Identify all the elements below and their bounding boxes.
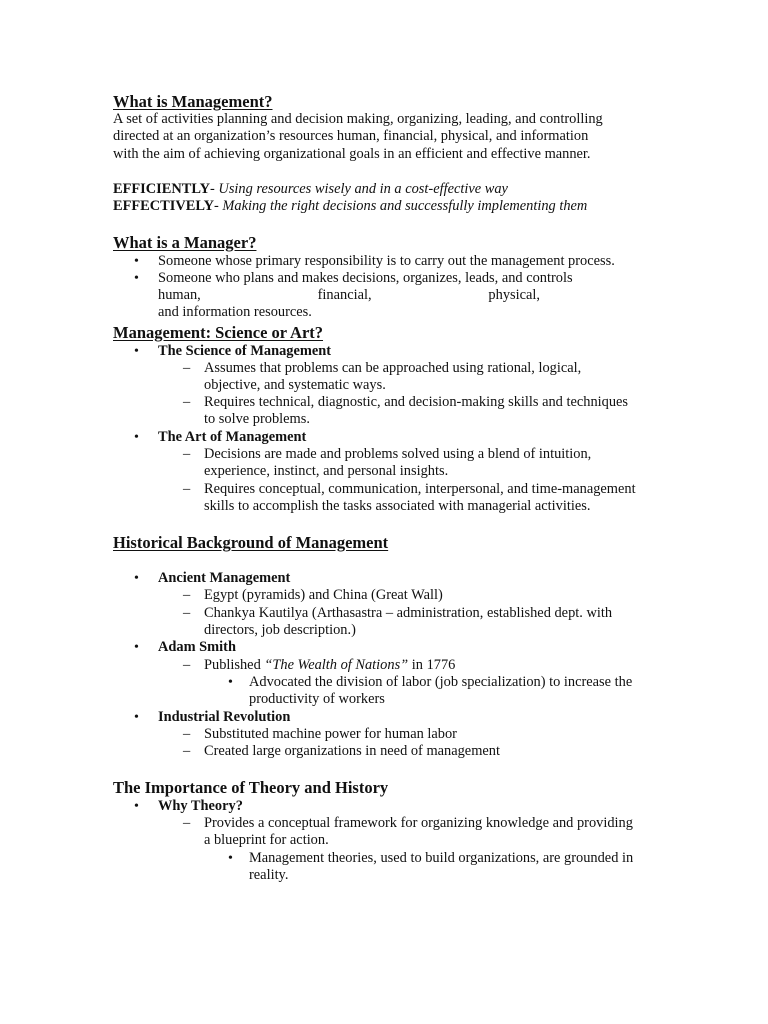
bullet-icon: • (134, 571, 139, 586)
definition-line: A set of activities planning and decision making, organizing, leading, and controlling (113, 111, 603, 127)
dash-icon: – (183, 446, 191, 462)
science-point-1: Assumes that problems can be approached using rational, logical, (204, 360, 582, 376)
science-point-2: Requires technical, diagnostic, and decision-making skills and techniques (204, 394, 629, 410)
art-point-2: Requires conceptual, communication, interpersonal, and time-management (204, 481, 636, 497)
industrial-point-2: Created large organizations in need of management (204, 743, 500, 759)
heading-what-is-management: What is Management? (113, 92, 273, 111)
definition-line: directed at an organization’s resources human, financial, physical, and information (113, 128, 589, 144)
book-title: “The Wealth of Nations” (264, 657, 409, 673)
ancient-point-2: Chankya Kautilya (Arthasastra – administration, established dept. with (204, 605, 613, 621)
published-text: Published (204, 657, 265, 673)
efficiently-definition: - Using resources wisely and in a cost-effective way (210, 181, 508, 197)
science-point-1-cont: objective, and systematic ways. (204, 377, 386, 393)
manager-bullet-2-text: Someone who plans and makes decisions, organizes, leads, and controls (158, 270, 573, 286)
theory-subpoint: Management theories, used to build organizations, are grounded in (249, 850, 634, 866)
manager-bullet-1: Someone whose primary responsibility is to carry out the management process. (158, 253, 615, 269)
manager-bullet-2-line-2 (158, 287, 540, 305)
bullet-icon: • (228, 851, 233, 866)
bullet-icon: • (134, 254, 139, 269)
science-point-2-cont: to solve problems. (204, 411, 310, 427)
adam-smith-title: Adam Smith (158, 639, 236, 655)
science-title: The Science of Management (158, 343, 332, 359)
dash-icon: – (183, 394, 191, 410)
industrial-point-1: Substituted machine power for human labor (204, 726, 457, 742)
bullet-icon: • (134, 710, 139, 725)
dash-icon: – (183, 726, 191, 742)
smith-subpoint-cont: productivity of workers (249, 691, 385, 707)
dash-icon: – (183, 587, 191, 603)
industrial-revolution-title: Industrial Revolution (158, 709, 291, 725)
heading-historical-background: Historical Background of Management (113, 533, 389, 552)
efficiently-line (113, 181, 508, 199)
manager-bullet-2-line-3: and information resources. (158, 304, 312, 320)
bullet-icon: • (134, 799, 139, 814)
dash-icon: – (183, 605, 191, 621)
word-human: human, (158, 287, 201, 303)
definition-line: with the aim of achieving organizational goals in an efficient and effective manner. (113, 146, 591, 162)
theory-subpoint-cont: reality. (249, 867, 289, 883)
effectively-definition: - Making the right decisions and successfully implementing them (214, 198, 588, 214)
bullet-icon: • (134, 271, 139, 286)
dash-icon: – (183, 743, 191, 759)
effectively-term: EFFECTIVELY (113, 198, 215, 214)
smith-point-1 (204, 657, 455, 675)
art-point-1: Decisions are made and problems solved using a blend of intuition, (204, 446, 592, 462)
why-theory-title: Why Theory? (158, 798, 243, 814)
bullet-icon: • (134, 344, 139, 359)
word-physical: physical, (488, 287, 540, 303)
efficiently-term: EFFICIENTLY (113, 181, 211, 197)
theory-point-1: Provides a conceptual framework for organizing knowledge and providing (204, 815, 633, 831)
ancient-point-2-cont: directors, job description.) (204, 622, 356, 638)
art-title: The Art of Management (158, 429, 307, 445)
bullet-icon: • (134, 640, 139, 655)
bullet-icon: • (228, 675, 233, 690)
heading-science-or-art: Management: Science or Art? (113, 323, 324, 342)
dash-icon: – (183, 481, 191, 497)
art-point-1-cont: experience, instinct, and personal insights. (204, 463, 449, 479)
ancient-point-1: Egypt (pyramids) and China (Great Wall) (204, 587, 443, 603)
heading-what-is-a-manager: What is a Manager? (113, 233, 257, 252)
effectively-line (113, 198, 587, 216)
manager-bullet-2-line-1 (158, 270, 645, 288)
dash-icon: – (183, 657, 191, 673)
ancient-management-title: Ancient Management (158, 570, 291, 586)
smith-subpoint: Advocated the division of labor (job specialization) to increase the (249, 674, 633, 690)
heading-importance-of-theory: The Importance of Theory and History (113, 778, 389, 797)
dash-icon: – (183, 815, 191, 831)
word-financial: financial, (317, 287, 372, 303)
published-year: in 1776 (408, 657, 456, 673)
theory-point-1-cont: a blueprint for action. (204, 832, 329, 848)
dash-icon: – (183, 360, 191, 376)
bullet-icon: • (134, 430, 139, 445)
art-point-2-cont: skills to accomplish the tasks associated with managerial activities. (204, 498, 591, 514)
